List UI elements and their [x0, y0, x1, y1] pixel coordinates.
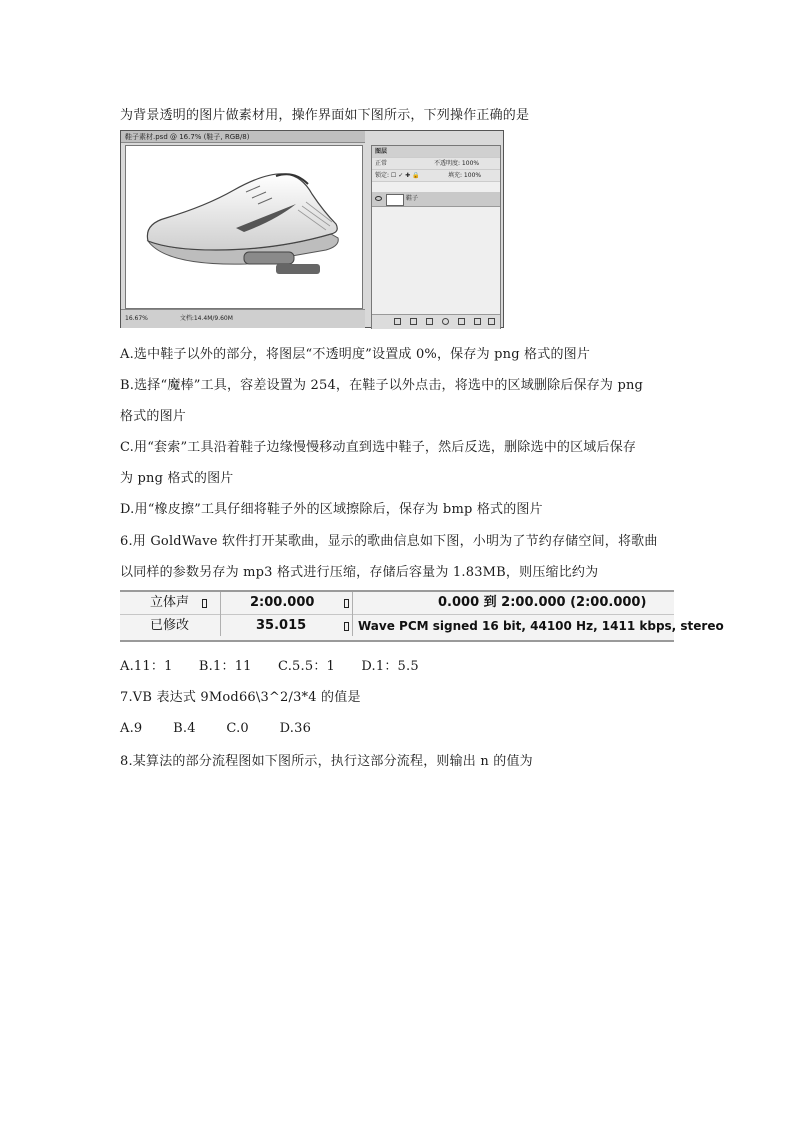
format-value: Wave PCM signed 16 bit, 44100 Hz, 1411 kbps, stereo [358, 619, 724, 633]
adjustment-icon[interactable] [442, 318, 449, 325]
photoshop-screenshot [120, 130, 504, 328]
fill-field[interactable]: 填充: 100% [448, 172, 482, 179]
size-value: 35.015 [256, 618, 307, 633]
length-icon [344, 599, 349, 608]
zoom-readout: 16.67% [125, 315, 148, 322]
goldwave-info-bar [120, 590, 724, 642]
lock-fill-row [372, 170, 500, 182]
question-6-options: A.11：1 B.1：11 C.5.5：1 D.1：5.5 [120, 659, 419, 674]
option-c-line2: 为 png 格式的图片 [120, 471, 234, 486]
option-c-line1: C.用“套索”工具沿着鞋子边缘慢慢移动直到选中鞋子，然后反选，删除选中的区域后保存 [120, 440, 637, 455]
blend-mode-select[interactable]: 正常 [375, 160, 388, 167]
option-d: D.用“橡皮擦”工具仔细将鞋子外的区域擦除后，保存为 bmp 格式的图片 [120, 502, 543, 517]
layers-panel-toolbar [372, 314, 500, 329]
question-7-stem: 7.VB 表达式 9Mod66\3^2/3*4 的值是 [120, 690, 361, 705]
option-b-line1: B.选择“魔棒”工具，容差设置为 254，在鞋子以外点击，将选中的区域删除后保存为 png [120, 378, 644, 393]
channel-icon [202, 599, 207, 608]
status-bar [121, 309, 365, 328]
photoshop-canvas [125, 145, 363, 309]
question-8-stem: 8.某算法的部分流程图如下图所示，执行这部分流程，则输出 n 的值为 [120, 754, 533, 769]
layer-row[interactable] [372, 192, 500, 207]
question-7-options: A.9 B.4 C.0 D.36 [120, 721, 312, 736]
option-a: A.选中鞋子以外的部分，将图层“不透明度”设置成 0%，保存为 png 格式的图片 [120, 347, 591, 362]
folder-icon[interactable] [458, 318, 465, 325]
document-title: 鞋子素材.psd @ 16.7% (鞋子, RGB/8) [121, 131, 365, 143]
fx-icon[interactable] [410, 318, 417, 325]
question-intro: 为背景透明的图片做素材用，操作界面如下图所示，下列操作正确的是 [120, 108, 530, 123]
channel-label: 立体声 [150, 595, 190, 610]
layer-name: 鞋子 [406, 195, 419, 202]
option-b-line2: 格式的图片 [120, 409, 187, 424]
length-value: 2:00.000 [250, 595, 315, 610]
trash-icon[interactable] [488, 318, 495, 325]
layers-panel [371, 145, 501, 329]
blend-opacity-row [372, 158, 500, 170]
doc-size-readout: 文档:14.4M/9.60M [179, 315, 233, 322]
question-6-line2: 以同样的参数另存为 mp3 格式进行压缩，存储后容量为 1.83MB，则压缩比约为 [120, 565, 599, 580]
question-6-line1: 6.用 GoldWave 软件打开某歌曲，显示的歌曲信息如下图，小明为了节约存储空间，将歌曲 [120, 534, 658, 549]
new-layer-icon[interactable] [474, 318, 481, 325]
status-label: 已修改 [150, 618, 190, 633]
eye-icon[interactable] [375, 196, 382, 201]
tab-layers[interactable]: 图层 [372, 146, 500, 158]
mask-icon[interactable] [426, 318, 433, 325]
lock-controls[interactable]: 锁定: ☐ ✓ ✚ 🔒 [375, 172, 420, 179]
link-icon[interactable] [394, 318, 401, 325]
format-icon [344, 622, 349, 631]
shoe-image [126, 146, 362, 308]
layer-thumbnail [386, 194, 404, 206]
opacity-field[interactable]: 不透明度: 100% [434, 160, 480, 167]
range-value: 0.000 到 2:00.000 (2:00.000) [438, 595, 647, 610]
